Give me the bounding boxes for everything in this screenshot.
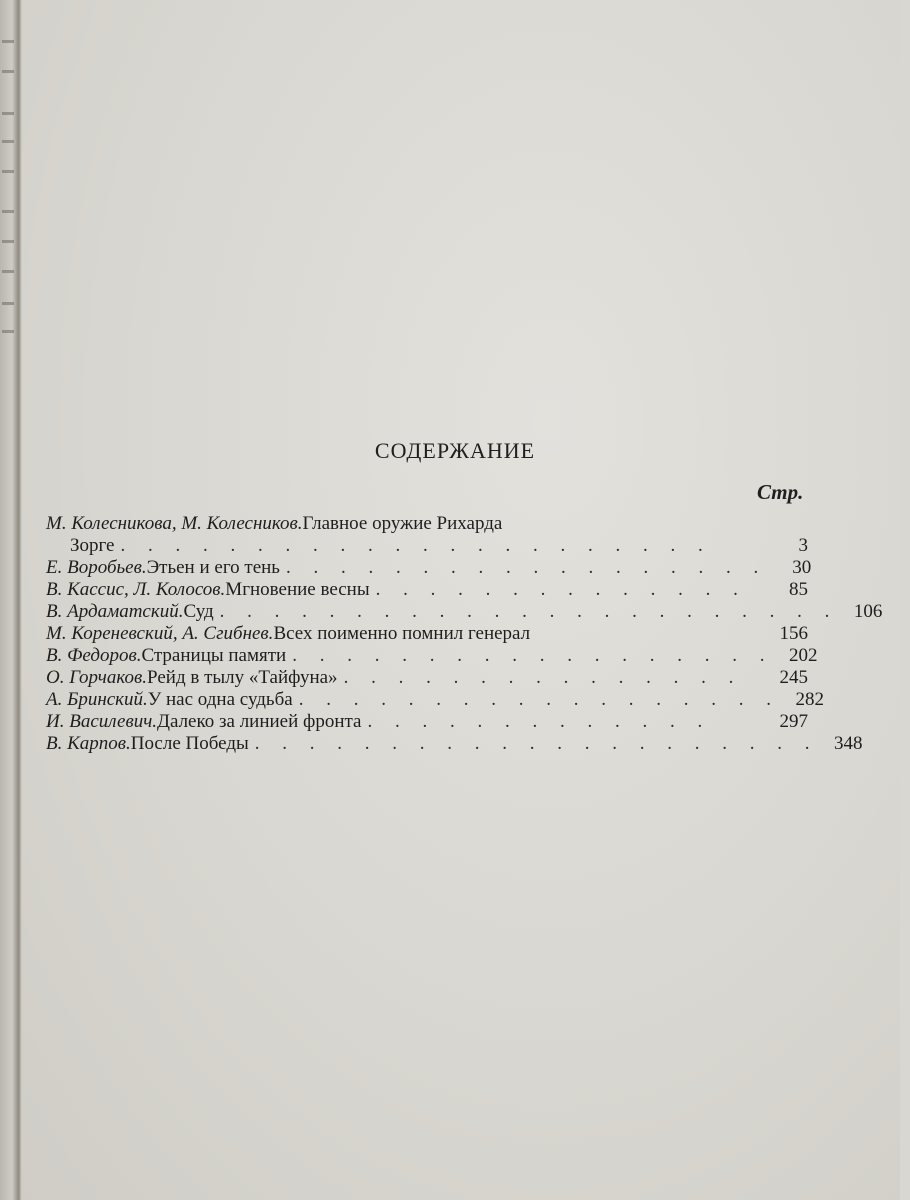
- entry-author: В. Ардаматский.: [46, 601, 184, 622]
- entry-author: Е. Воробьев.: [46, 557, 147, 578]
- entry-title: Страницы памяти: [141, 645, 287, 666]
- entry-author: М. Кореневский, А. Сгибнев.: [46, 623, 274, 644]
- entry-page-number: 85: [789, 579, 808, 600]
- entry-title: Далеко за линией фронта: [157, 711, 362, 732]
- toc-entry: [46, 601, 883, 623]
- leader-dots: . . . . . . . . . . . . . . .: [343, 667, 743, 688]
- toc-entry: [46, 557, 812, 579]
- entry-title: У нас одна судьба: [147, 689, 293, 710]
- entry-title: Главное оружие Рихарда: [302, 513, 503, 534]
- entry-author: В. Карпов.: [46, 733, 131, 754]
- entry-page-number: 106: [853, 601, 883, 622]
- toc-entry: [46, 579, 808, 601]
- entry-title-continued: Зорге: [70, 535, 115, 556]
- entry-page-number: 348: [834, 733, 863, 754]
- entry-page-number: 297: [779, 711, 808, 732]
- leader-dots: . . . . . . . . . . . . . . . . . . . . . .: [120, 535, 712, 556]
- entry-title: Мгновение весны: [225, 579, 370, 600]
- entry-page-number: 30: [792, 557, 812, 578]
- entry-page-number: 202: [788, 645, 818, 666]
- entry-page-number: 3: [798, 535, 808, 556]
- entry-author: А. Бринский.: [46, 689, 148, 710]
- toc-entry: [46, 689, 824, 711]
- entry-author: В. Федоров.: [46, 645, 142, 666]
- previous-page-text-edge: [2, 40, 16, 360]
- entry-title: Суд: [183, 601, 214, 622]
- leader-dots: . . . . . . . . . . . . . . . . . . . . . . .: [219, 601, 839, 622]
- entry-title: После Победы: [130, 733, 249, 754]
- entry-title: Рейд в тылу «Тайфуна»: [147, 667, 338, 688]
- pages-column-header: Стр.: [757, 480, 804, 504]
- toc-entry: [46, 733, 863, 755]
- page-title: СОДЕРЖАНИЕ: [374, 438, 536, 463]
- toc-entry: [46, 711, 808, 733]
- table-of-contents: [46, 513, 883, 755]
- leader-dots: . . . . . . . . . . . . . .: [375, 579, 747, 600]
- entry-author: В. Кассис, Л. Колосов.: [46, 579, 226, 600]
- entry-page-number: 156: [779, 623, 808, 644]
- book-spine-edge: [0, 0, 22, 1200]
- toc-entry: [46, 623, 808, 645]
- toc-entry: [46, 667, 808, 689]
- entry-page-number: 245: [779, 667, 808, 688]
- entry-page-number: 282: [795, 689, 824, 710]
- entry-title: Всех поименно помнил генерал: [273, 623, 531, 644]
- entry-title: Этьен и его тень: [146, 557, 280, 578]
- entry-author: И. Василевич.: [46, 711, 158, 732]
- leader-dots: . . . . . . . . . . . . . . . . . . . . .: [254, 733, 819, 754]
- leader-dots: . . . . . . . . . . . . . . . . . .: [298, 689, 780, 710]
- toc-entry: [46, 513, 808, 557]
- leader-dots: . . . . . . . . . . . . .: [367, 711, 712, 732]
- leader-dots: . . . . . . . . . . . . . . . . . .: [292, 645, 774, 666]
- entry-author: О. Горчаков.: [46, 667, 148, 688]
- toc-entry: [46, 645, 818, 667]
- entry-author: М. Колесникова, М. Колесников.: [46, 513, 303, 534]
- leader-dots: . . . . . . . . . . . . . . . . . .: [285, 557, 768, 578]
